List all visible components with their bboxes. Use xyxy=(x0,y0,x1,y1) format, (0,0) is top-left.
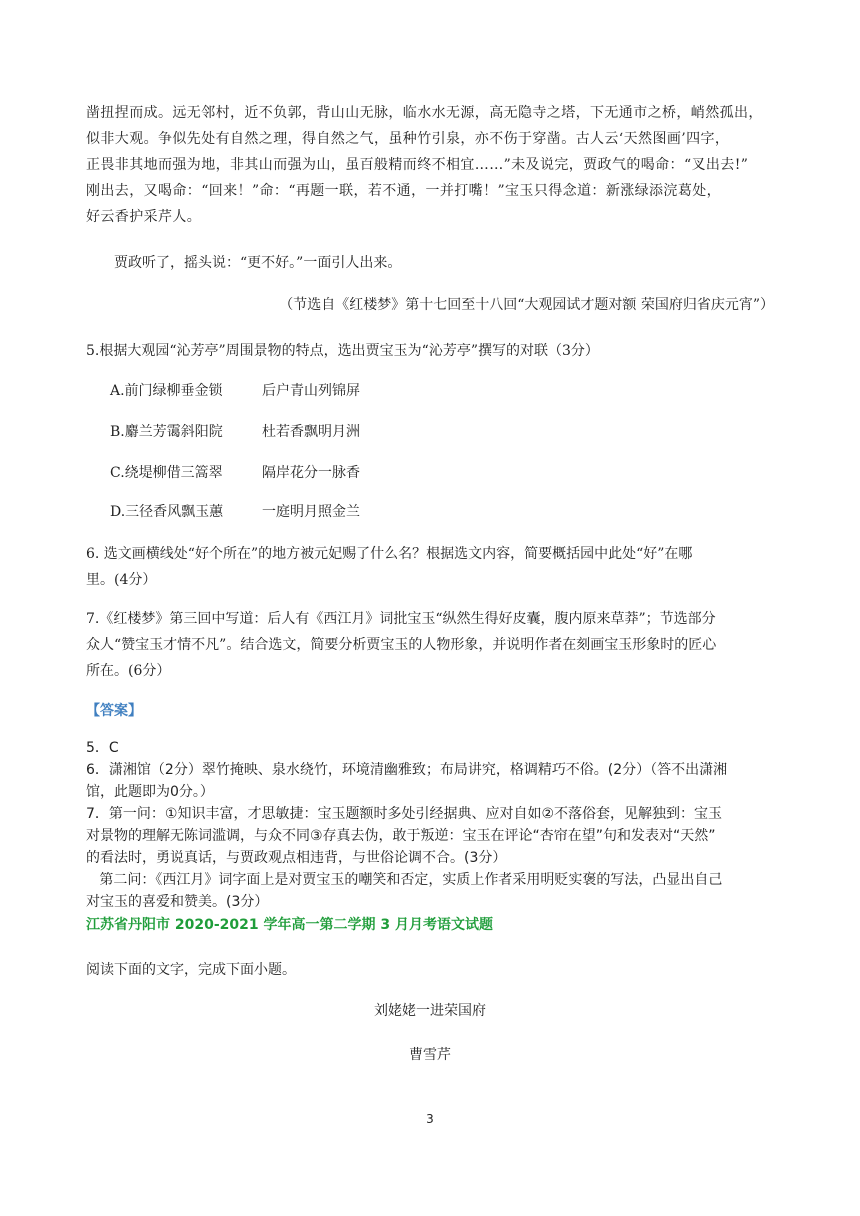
passage-closing: 贾政听了，摇头说：“更不好。”一面引人出来。 xyxy=(114,255,402,271)
passage-line: 似非大观。争似先处有自然之理，得自然之气，虽种竹引泉，亦不伤于穿凿。古人云‘天然图画’四字， xyxy=(86,131,730,147)
option-a-left: A.前门绿柳垂金锁 xyxy=(110,383,223,399)
article-title: 刘姥姥一进荣国府 xyxy=(374,1003,486,1019)
option-b-right: 杜若香飘明月洲 xyxy=(262,424,360,440)
option-b-left: B.麝兰芳霭斜阳院 xyxy=(110,424,223,440)
option-b xyxy=(110,420,360,444)
answer-label: 【答案】 xyxy=(86,703,142,719)
option-d-right: 一庭明月照金兰 xyxy=(262,504,360,520)
answer-7: 7．第一问：①知识丰富，才思敏捷：宝玉题额时多处引经据典、应对自如②不落俗套，见解独到：宝玉 xyxy=(86,806,723,822)
passage-line: 好云香护采芹人。 xyxy=(86,209,202,225)
answer-6: 6．潇湘馆（2分）翠竹掩映、泉水绕竹，环境清幽雅致；布局讲究，格调精巧不俗。(2分）（答不出潇湘 xyxy=(86,762,728,778)
exam-title: 江苏省丹阳市 2020-2021 学年高一第二学期 3 月月考语文试题 xyxy=(86,917,493,933)
answer-5: 5．C xyxy=(86,740,119,756)
passage-line: 正畏非其地而强为地，非其山而强为山，虽百般精而终不相宜……”未及说完，贾政气的喝命：“叉出去!” xyxy=(86,157,749,173)
option-c-right: 隔岸花分一脉香 xyxy=(262,465,360,481)
option-d xyxy=(110,500,360,524)
option-a xyxy=(110,379,360,403)
question-6: 6. 选文画横线处“好个所在”的地方被元妃赐了什么名？根据选文内容，简要概括园中此处“好”在哪 里。(4分） xyxy=(86,546,693,588)
passage-line: 刚出去，又喝命：“回来！”命：“再题一联，若不通，一并打嘴！”宝玉只得念道：新涨绿添浣葛处， xyxy=(86,183,722,199)
reading-instruction: 阅读下面的文字，完成下面小题。 xyxy=(86,962,296,978)
passage-source: （节选自《红楼梦》第十七回至十八回“大观园试才题对额 荣国府归省庆元宵”） xyxy=(279,297,774,313)
option-c-left: C.绕堤柳借三篙翠 xyxy=(110,465,223,481)
question-7: 7.《红楼梦》第三回中写道：后人有《西江月》词批宝玉“纵然生得好皮囊，腹内原来草莽”；节选部分 众人“赞宝玉才情不凡”。结合选文，简要分析贾宝玉的人物形象，并说明作者在刻画宝玉形象时的匠心 所在。(6分） xyxy=(86,611,717,679)
article-author: 曹雪芹 xyxy=(409,1047,451,1063)
option-c xyxy=(110,461,360,485)
option-d-left: D.三径香风飘玉蕙 xyxy=(110,504,224,520)
option-a-right: 后户青山列锦屏 xyxy=(262,383,360,399)
passage-paragraph xyxy=(86,100,776,230)
page-number: 3 xyxy=(426,1112,434,1126)
passage-text xyxy=(86,100,776,230)
question-5: 5.根据大观园“沁芳亭”周围景物的特点，选出贾宝玉为“沁芳亭”撰写的对联（3分） xyxy=(86,343,599,359)
answer-content: 5．C 6．潇湘馆（2分）翠竹掩映、泉水绕竹，环境清幽雅致；布局讲究，格调精巧不俗。(2分）（答不出潇湘 馆，此题即为0分。） 7．第一问：①知识丰富，才思敏捷：宝玉题额时多处引经据典、应对自如②不落俗套，见解独到：宝玉 对景物的理解无陈词滥调，与众不同③存真去伪，敢于叛逆：宝玉在评论“杏帘在望”句和发表对“天然” 的看法时，勇说真话，与贾政观点相违背，与世俗论调不合。(3分） 第二问：《西江月》词字面上是对贾宝玉的嘲笑和否定，实质上作者采用明贬实褒的写法，凸显出自己 对宝玉的喜爱和赞美。(3分） xyxy=(86,737,776,913)
passage-line: 凿扭捏而成。远无邻村，近不负郭，背山山无脉，临水水无源，高无隐寺之塔，下无通市之桥，峭然孤出， xyxy=(86,105,763,121)
